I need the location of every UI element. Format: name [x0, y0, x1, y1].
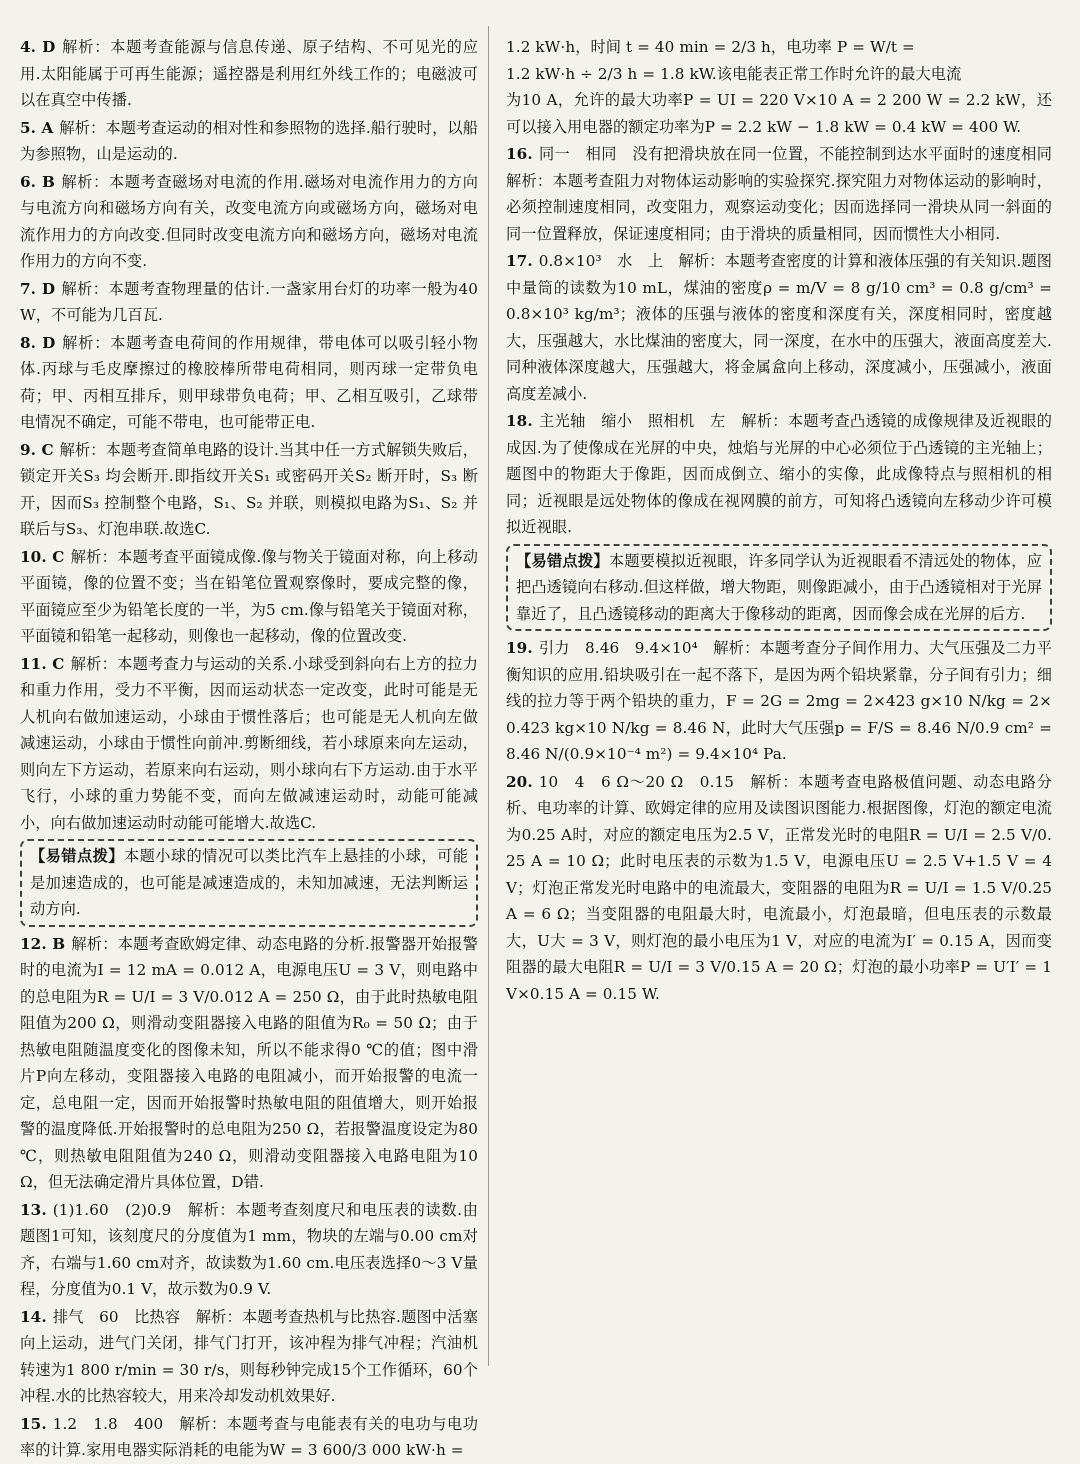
answer-item-18: 18. 主光轴 缩小 照相机 左 解析：本题考查凸透镜的成像规律及近视眼的成因.为了使像成在光屏的中央，烛焰与光屏的中心必须位于凸透镜的主光轴上；题图中的物距大于像距，因而成倒立、缩小的实像，此成像特点与照相机的相同；近视眼是远处物体的像成在视网膜的前方，可知将凸透镜向左移动少许可模拟近视眼.: [506, 412, 1052, 536]
answer-item-20: 20. 10 4 6 Ω～20 Ω 0.15 解析：本题考查电路极值问题、动态电路分析、电功率的计算、欧姆定律的应用及读图识图能力.根据图像，灯泡的额定电流为0.25 A时，对应的额定电压为2.5 V，正常发光时的电阻R = U/I = 2.5 V/0.25 A = 10 Ω；此时电压表的示数为1.5 V，电源电压U = 2.5 V+1.5 V = 4 V；灯泡正常发光时电路中的电流最大，变阻器的电阻为R = U/I = 1.5 V/0.25 A = 6 Ω；当变阻器的电阻最大时，电流最小，灯泡最暗，但电压表的示数最大，U大 = 3 V，则灯泡的最小电压为1 V，对应的电流为I′ = 0.15 A，因而变阻器的最大电阻R = U/I = 3 V/0.15 A = 20 Ω；灯泡的最小功率P = U′I′ = 1 V×0.15 A = 0.15 W.: [506, 772, 1052, 1003]
answer-item-8: 8. D 解析：本题考查电荷间的作用规律，带电体可以吸引轻小物体.丙球与毛皮摩擦过的橡胶棒所带电荷相同，则丙球一定带负电荷；甲、丙相互排斥，则甲球带负电荷；甲、乙相互吸引，乙球带电情况不确定，可能不带电，也可能带正电.: [20, 333, 478, 431]
answer-item-11: 11. C 解析：本题考查力与运动的关系.小球受到斜向右上方的拉力和重力作用，受力不平衡，因而运动状态一定改变，此时可能是无人机向右做加速运动，小球由于惯性落后；也可能是无人机向左做减速运动，小球由于惯性向前冲.剪断细线，若小球原来向左运动，则向左下方运动，若原来向右运动，则小球向右下方运动.由于水平飞行，小球的重力势能不变，而向左做减速运动时，动能可能减小，向右做加速运动时动能可能增大.故选C.: [20, 654, 478, 832]
error-tip-box: 【易错点拨】本题小球的情况可以类比汽车上悬挂的小球，可能是加速造成的，也可能是减速造成的，未知加减速，无法判断运动方向.: [20, 839, 478, 927]
answer-item-10: 10. C 解析：本题考查平面镜成像.像与物关于镜面对称，向上移动平面镜，像的位置不变；当在铅笔位置观察像时，要成完整的像，平面镜应至少为铅笔长度的一半，为5 cm.像与铅笔关于镜面对称，平面镜和铅笔一起移动，则像也一起移动，像的位置改变.: [20, 547, 478, 645]
answer-item-6: 6. B 解析：本题考查磁场对电流的作用.磁场对电流作用力的方向与电流方向和磁场方向有关，改变电流方向或磁场方向，磁场对电流作用力的方向改变.但同时改变电流方向和磁场方向，磁场对电流作用力的方向不变.: [20, 172, 479, 270]
right-column: [506, 34, 1068, 1364]
answer-item-13: 13. (1)1.60 (2)0.9 解析：本题考查刻度尺和电压表的读数.由题图1可知，该刻度尺的分度值为1 mm，物块的左端与0.00 cm对齐，右端与1.60 cm对齐，故读数为1.60 cm.电压表选择0～3 V量程，分度值为0.1 V，故示数为0.9 V.: [20, 1200, 478, 1298]
answer-item-9: 9. C 解析：本题考查简单电路的设计.当其中任一方式解锁失败后，锁定开关S₃ 均会断开.即指纹开关S₁ 或密码开关S₂ 断开时，S₃ 断开，因而S₃ 控制整个电路，S₁、S₂ 并联，则模拟电路为S₁、S₂ 并联后与S₃、灯泡串联.故选C.: [20, 440, 478, 538]
answer-item-12: 12. B 解析：本题考查欧姆定律、动态电路的分析.报警器开始报警时的电流为I = 12 mA = 0.012 A，电源电压U = 3 V，则电路中的总电阻为R = U/I = 3 V/0.012 A = 250 Ω，由于此时热敏电阻阻值为200 Ω，则滑动变阻器接入电路的阻值为R₀ = 50 Ω；由于热敏电阻随温度变化的图像未知，所以不能求得0 ℃的值；图中滑片P向左移动，变阻器接入电路的电阻减小，而开始报警的电流一定，总电阻一定，因而开始报警时热敏电阻的阻值增大，则开始报警的温度降低.开始报警时的总电阻为250 Ω，若报警温度设定为80 ℃，则热敏电阻阻值为240 Ω，则滑动变阻器接入电路电阻为10 Ω，但无法确定滑片具体位置，D错.: [20, 934, 479, 1191]
answer-item-5: 5. A 解析：本题考查运动的相对性和参照物的选择.船行驶时，以船为参照物，山是运动的.: [20, 118, 479, 163]
answer-item-17: 17. 0.8×10³ 水 上 解析：本题考查密度的计算和液体压强的有关知识.题图中量筒的读数为10 mL，煤油的密度ρ = m/V = 8 g/10 cm³ = 0.8 g/cm³ = 0.8×10³ kg/m³；液体的压强与液体的密度和深度有关，深度相同时，密度越大，压强越大，水比煤油的密度大，同一深度，在水中的压强大，液面高度差大.同种液体深度越大，压强越大，将金属盒向上移动，深度减小，压强减小，液面高度差减小.: [506, 252, 1052, 403]
answer-item-14: 14. 排气 60 比热容 解析：本题考查热机与比热容.题图中活塞向上运动，进气门关闭，排气门打开，该冲程为排气冲程；汽油机转速为1 800 r/min = 30 r/s，则每秒钟完成15个工作循环，60个冲程.水的比热容较大，用来冷却发动机效果好.: [20, 1307, 478, 1405]
answer-item-16: 16. 同一 相同 没有把滑块放在同一位置，不能控制到达水平面时的速度相同 解析：本题考查阻力对物体运动影响的实验探究.探究阻力对物体运动的影响时，必须控制速度相同，改变阻力，观察运动变化；因而选择同一滑块从同一斜面的同一位置释放，保证速度相同；由于滑块的质量相同，因而惯性大小相同.: [506, 145, 1068, 243]
error-tip-box: 【易错点拨】本题要模拟近视眼，许多同学认为近视眼看不清远处的物体，应把凸透镜向右移动.但这样做，增大物距，则像距减小，由于凸透镜相对于光屏靠近了，且凸透镜移动的距离大于像移动的距离，因而像会成在光屏的后方.: [506, 544, 1052, 632]
answer-item-4: 4. D 解析：本题考查能源与信息传递、原子结构、不可见光的应用.太阳能属于可再生能源；遥控器是利用红外线工作的；电磁波可以在真空中传播.: [20, 38, 478, 109]
column-divider: [488, 26, 489, 1366]
answer-item-19: 19. 引力 8.46 9.4×10⁴ 解析：本题考查分子间作用力、大气压强及二力平衡知识的应用.铅块吸引在一起不落下，是因为两个铅块紧靠，分子间有引力；细线的拉力等于两个铅块的重力，F = 2G = 2mg = 2×423 g×10 N/kg = 2×0.423 kg×10 N/kg = 8.46 N，此时大气压强p = F/S = 8.46 N/0.9 cm² = 8.46 N/(0.9×10⁻⁴ m²) = 9.4×10⁴ Pa.: [506, 639, 1052, 763]
answer-item-15: 15. 1.2 1.8 400 解析：本题考查与电能表有关的电功与电功率的计算.家用电器实际消耗的电能为W = 3 600/3 000 kW·h =: [20, 1414, 478, 1459]
left-column: [20, 34, 479, 1459]
answer-item-7: 7. D 解析：本题考查物理量的估计.一盏家用台灯的功率一般为40 W，不可能为几百瓦.: [20, 279, 478, 324]
answer-item-15-continued: 1.2 kW·h，时间 t = 40 min = 2/3 h，电功率 P = W/t = 1.2 kW·h ÷ 2/3 h = 1.8 kW.该电能表正常工作时允许的最大电流 为10 A，允许的最大功率P = UI = 220 V×10 A = 2 200 W = 2.2 kW，还可以接入用电器的额定功率为P = 2.2 kW − 1.8 kW = 0.4 kW = 400 W.: [506, 38, 1052, 136]
